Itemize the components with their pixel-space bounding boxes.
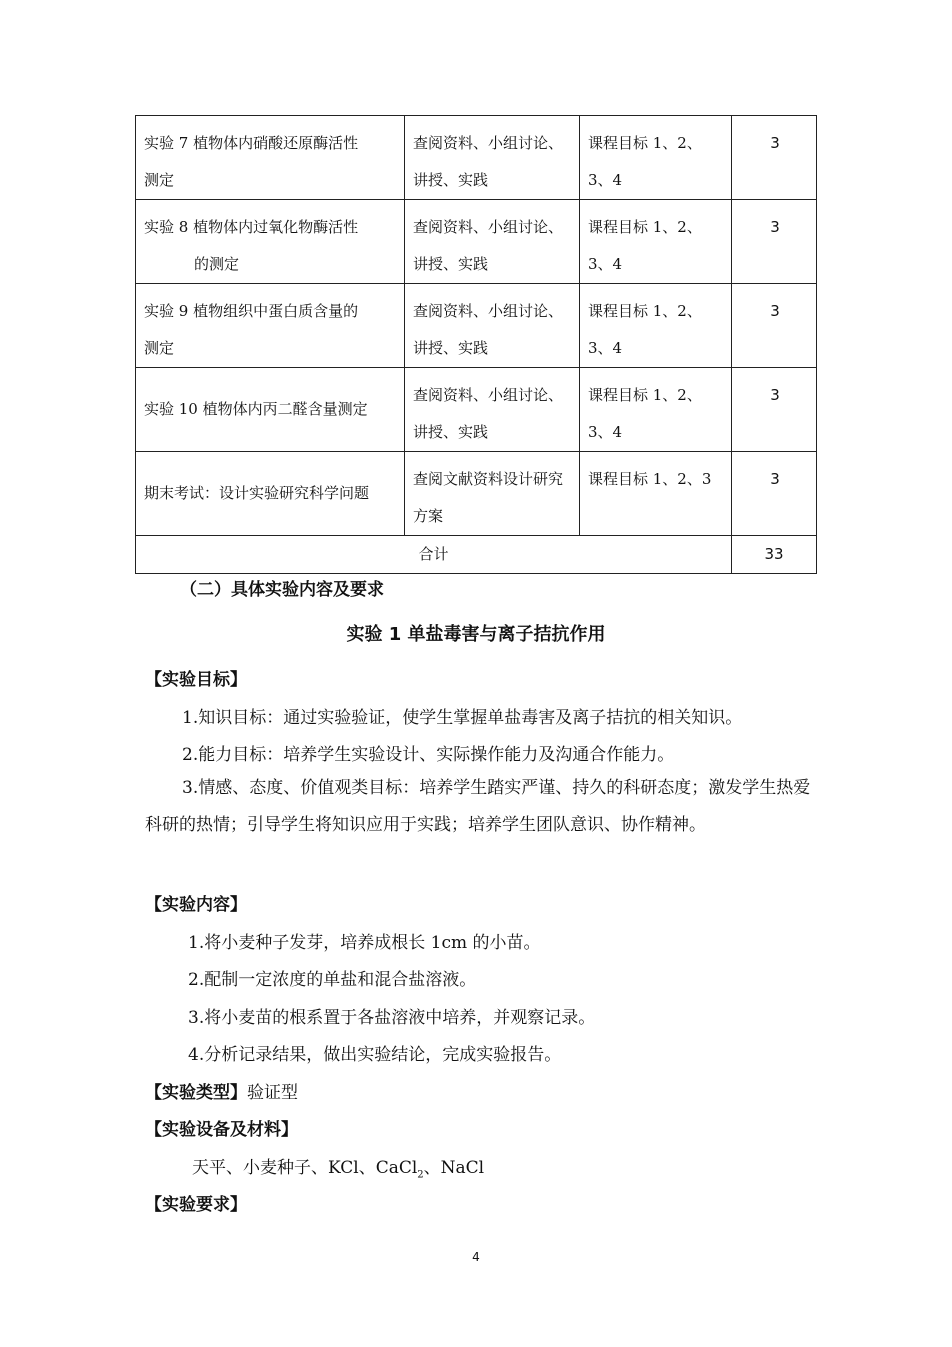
content-item-1: 1.将小麦种子发芽，培养成根长 1cm 的小苗。 bbox=[188, 933, 541, 953]
experiment-name-line2: 测定 bbox=[144, 339, 175, 357]
experiment-name-cell: 实验 10 植物体内丙二醛含量测定 bbox=[136, 368, 405, 452]
goal-cell: 课程目标 1、2、3、4 bbox=[580, 116, 732, 200]
goal-cell: 课程目标 1、2、3 bbox=[580, 452, 732, 536]
experiment-name-cell: 期末考试：设计实验研究科学问题 bbox=[136, 452, 405, 536]
hours-cell: 3 bbox=[732, 452, 817, 536]
materials-subscript: 2 bbox=[417, 1169, 424, 1181]
experiment-name-line2: 的测定 bbox=[194, 255, 240, 273]
type-line bbox=[145, 1078, 298, 1103]
hours-cell: 3 bbox=[732, 200, 817, 284]
goal-cell: 课程目标 1、2、3、4 bbox=[580, 200, 732, 284]
content-heading: 【实验内容】 bbox=[145, 895, 247, 915]
hours-cell: 3 bbox=[732, 368, 817, 452]
materials-value bbox=[192, 1153, 484, 1180]
experiment-schedule-table bbox=[135, 115, 817, 574]
table-row bbox=[136, 368, 817, 452]
requirements-heading: 【实验要求】 bbox=[145, 1195, 247, 1215]
section-heading: （二）具体实验内容及要求 bbox=[180, 580, 384, 600]
total-hours: 33 bbox=[732, 536, 817, 574]
page-number: 4 bbox=[472, 1250, 480, 1264]
method-cell: 查阅资料、小组讨论、讲授、实践 bbox=[405, 200, 580, 284]
type-heading: 【实验类型】 bbox=[145, 1083, 247, 1103]
content-item-3: 3.将小麦苗的根系置于各盐溶液中培养，并观察记录。 bbox=[188, 1008, 596, 1028]
table-total-row bbox=[136, 536, 817, 574]
table-row bbox=[136, 200, 817, 284]
content-item-2: 2.配制一定浓度的单盐和混合盐溶液。 bbox=[188, 970, 477, 990]
goal-cell: 课程目标 1、2、3、4 bbox=[580, 368, 732, 452]
table-row bbox=[136, 116, 817, 200]
experiment-name-cell bbox=[136, 200, 405, 284]
content-item-4: 4.分析记录结果，做出实验结论，完成实验报告。 bbox=[188, 1045, 562, 1065]
materials-text: 天平、小麦种子、KCl、CaCl bbox=[192, 1158, 418, 1178]
table-row bbox=[136, 452, 817, 536]
goals-heading: 【实验目标】 bbox=[145, 670, 247, 690]
method-cell: 查阅资料、小组讨论、讲授、实践 bbox=[405, 368, 580, 452]
type-value: 验证型 bbox=[247, 1083, 298, 1103]
materials-heading: 【实验设备及材料】 bbox=[145, 1120, 298, 1140]
experiment-name-line1: 实验 7 植物体内硝酸还原酶活性 bbox=[144, 134, 359, 152]
experiment-name-line1: 实验 9 植物组织中蛋白质含量的 bbox=[144, 302, 359, 320]
experiment-name-cell bbox=[136, 284, 405, 368]
experiment-name-cell bbox=[136, 116, 405, 200]
table-row bbox=[136, 284, 817, 368]
hours-cell: 3 bbox=[732, 116, 817, 200]
experiment-name-line1: 实验 8 植物体内过氧化物酶活性 bbox=[144, 218, 359, 236]
materials-text-end: 、NaCl bbox=[423, 1158, 485, 1178]
method-cell: 查阅资料、小组讨论、讲授、实践 bbox=[405, 116, 580, 200]
goal-item-1: 1.知识目标：通过实验验证，使学生掌握单盐毒害及离子拮抗的相关知识。 bbox=[182, 708, 743, 728]
goal-item-3: 3.情感、态度、价值观类目标：培养学生踏实严谨、持久的科研态度；激发学生热爱科研的热情；引导学生将知识应用于实践；培养学生团队意识、协作精神。 bbox=[145, 778, 811, 835]
experiment-title: 实验 1 单盐毒害与离子拮抗作用 bbox=[346, 624, 606, 645]
hours-cell: 3 bbox=[732, 284, 817, 368]
total-label: 合计 bbox=[136, 536, 732, 574]
experiment-name-line2: 测定 bbox=[144, 171, 175, 189]
goal-cell: 课程目标 1、2、3、4 bbox=[580, 284, 732, 368]
method-cell: 查阅文献资料设计研究方案 bbox=[405, 452, 580, 536]
method-cell: 查阅资料、小组讨论、讲授、实践 bbox=[405, 284, 580, 368]
goal-item-2: 2.能力目标：培养学生实验设计、实际操作能力及沟通合作能力。 bbox=[182, 745, 675, 765]
